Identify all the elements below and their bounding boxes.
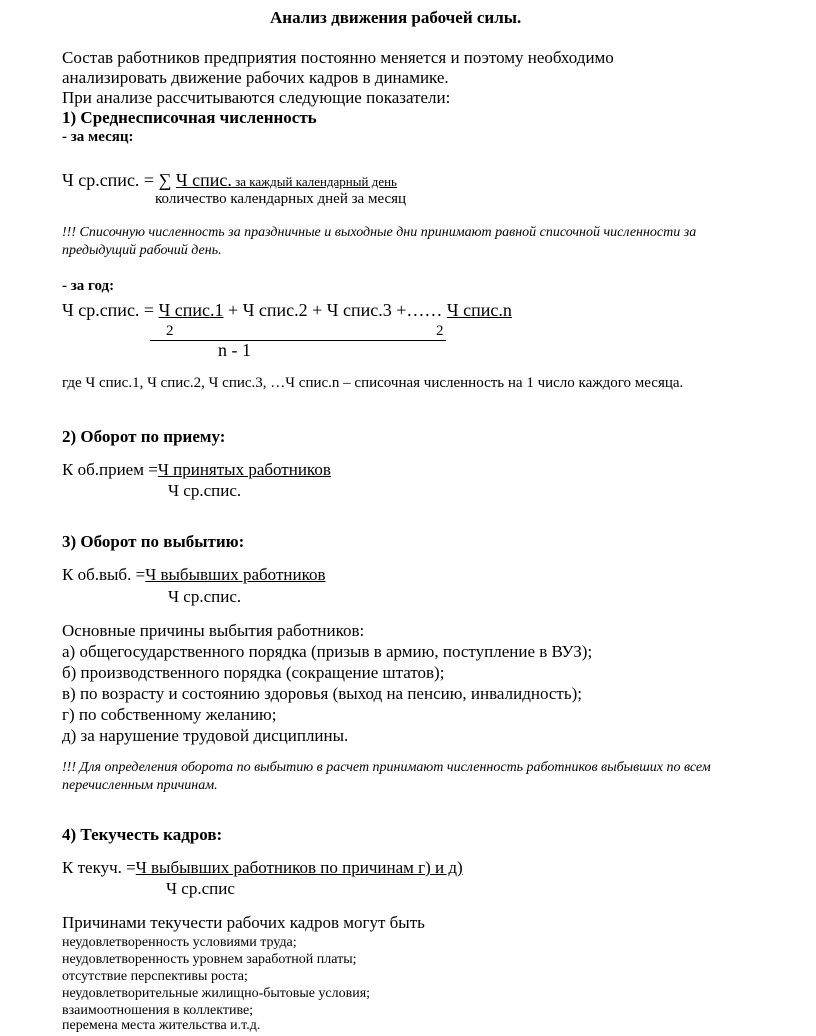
formula-turnover-denominator: Ч ср.спис [166, 879, 235, 898]
year-label: - за год: [62, 278, 115, 294]
formula-turnover-numerator: Ч выбывших работников по причинам г) и д) [135, 858, 463, 877]
formula-monthly-numerator: Ч спис. [175, 170, 232, 190]
note-2-line-1: !!! Для определения оборота по выбытию в расчет принимают численность работников выбывших по всем [62, 760, 711, 775]
formula-yearly [62, 300, 512, 321]
intro-line-1: Состав работников предприятия постоянно меняется и поэтому необходимо [62, 48, 614, 67]
formula-leaving-denominator: Ч ср.спис. [168, 587, 242, 606]
reason-item: д) за нарушение трудовой дисциплины. [62, 726, 349, 745]
formula-leaving-lhs: К об.выб. = [62, 565, 146, 584]
intro-line-3: При анализе рассчитываются следующие показатели: [62, 88, 451, 107]
note-2-line-2: перечисленным причинам. [62, 778, 218, 793]
section-4-heading: 4) Текучесть кадров: [62, 825, 223, 844]
cause-item: перемена места жительства и.т.д. [62, 1018, 261, 1033]
formula-leaving [62, 565, 326, 585]
section-1-heading: 1) Среднесписочная численность [62, 108, 317, 127]
formula-yearly-lhs: Ч ср.спис. = [62, 300, 159, 320]
formula-hiring-denominator: Ч ср.спис. [168, 481, 242, 500]
cause-item: неудовлетворенность условиями труда; [62, 935, 297, 950]
formula-hiring-lhs: К об.прием = [62, 460, 158, 479]
reason-item: в) по возрасту и состоянию здоровья (выход на пенсию, инвалидность); [62, 684, 582, 703]
causes-title: Причинами текучести рабочих кадров могут быть [62, 913, 425, 932]
formula-yearly-two-b: 2 [436, 323, 444, 339]
formula-hiring [62, 460, 331, 480]
formula-monthly-denominator: количество календарных дней за месяц [155, 191, 407, 207]
reason-item: б) производственного порядка (сокращение штатов); [62, 663, 445, 682]
note-1-line-1: !!! Списочную численность за праздничные и выходные дни принимают равной списочной численности за [62, 225, 697, 240]
formula-yearly-two-a: 2 [166, 323, 174, 339]
cause-item: неудовлетворительные жилищно-бытовые условия; [62, 986, 371, 1001]
formula-monthly [62, 170, 397, 191]
cause-item: взаимоотношения в коллективе; [62, 1003, 254, 1018]
formula-turnover [62, 858, 463, 878]
formula-yearly-denominator: n - 1 [218, 340, 251, 360]
formula-monthly-lhs: Ч ср.спис. = ∑ [62, 170, 176, 190]
formula-leaving-numerator: Ч выбывших работников [145, 565, 326, 584]
reason-item: г) по собственному желанию; [62, 705, 277, 724]
formula-yearly-term-1: Ч спис.1 [158, 300, 224, 320]
reason-item: а) общегосударственного порядка (призыв в армию, поступление в ВУЗ); [62, 642, 593, 661]
formula-yearly-term-n: Ч спис.n [446, 300, 512, 320]
cause-item: неудовлетворенность уровнем заработной платы; [62, 952, 357, 967]
formula-turnover-lhs: К текуч. = [62, 858, 136, 877]
section-3-heading: 3) Оборот по выбытию: [62, 532, 245, 551]
note-1-line-2: предыдущий рабочий день. [62, 243, 222, 258]
cause-item: отсутствие перспективы роста; [62, 969, 248, 984]
formula-monthly-numerator-note: за каждый календарный день [231, 174, 397, 189]
reasons-title: Основные причины выбытия работников: [62, 621, 365, 640]
formula-hiring-numerator: Ч принятых работников [157, 460, 331, 479]
yearly-where: где Ч спис.1, Ч спис.2, Ч спис.3, …Ч спис.n – списочная численность на 1 число каждого месяца. [62, 375, 684, 391]
month-label: - за месяц: [62, 129, 134, 145]
formula-yearly-fraction-bar [150, 340, 446, 341]
formula-yearly-middle: + Ч спис.2 + Ч спис.3 +…… [223, 300, 447, 320]
section-2-heading: 2) Оборот по приему: [62, 427, 226, 446]
page-title: Анализ движения рабочей силы. [270, 8, 522, 27]
intro-line-2: анализировать движение рабочих кадров в динамике. [62, 68, 449, 87]
